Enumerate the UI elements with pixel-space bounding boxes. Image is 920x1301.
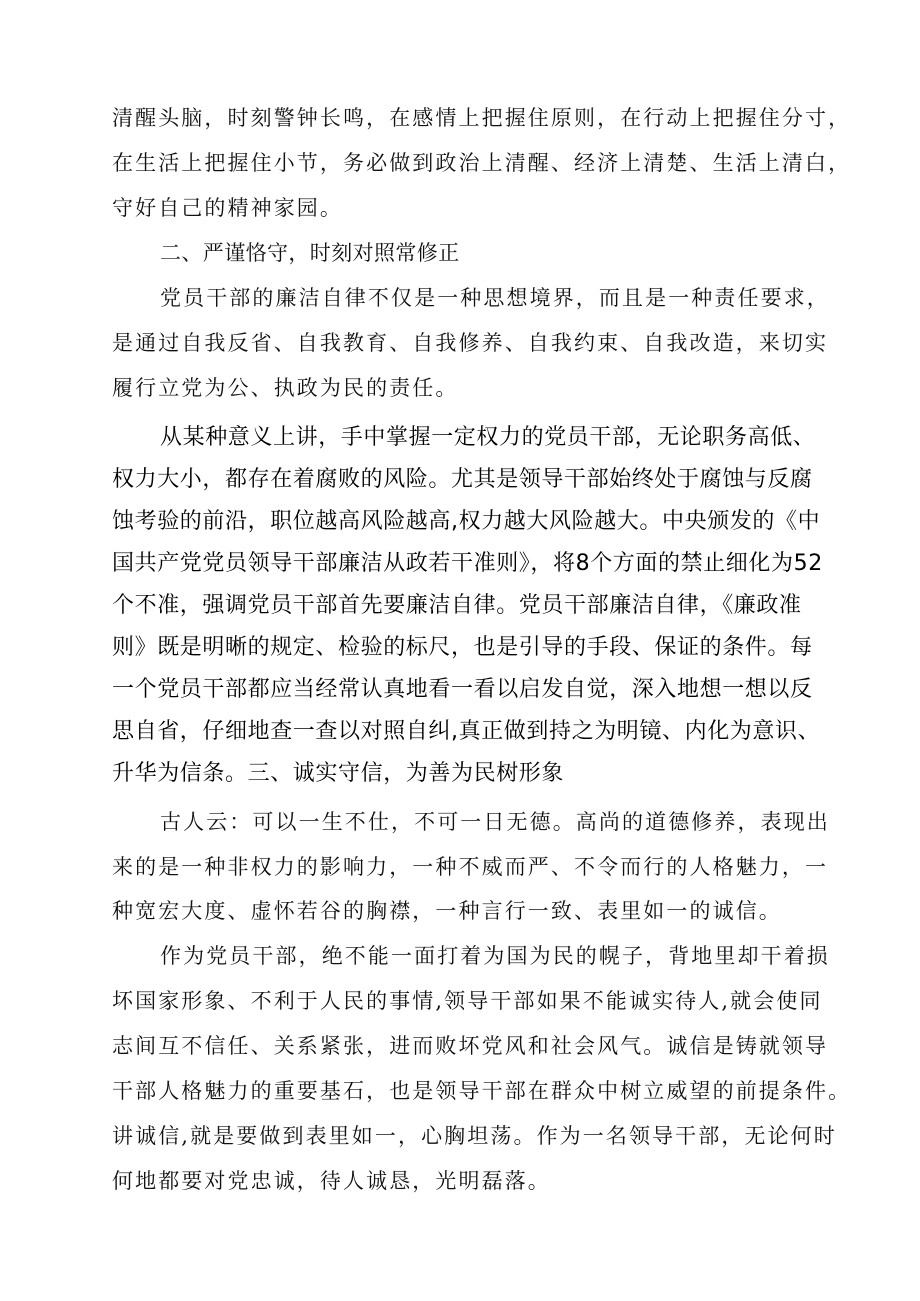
text-line: 是通过自我反省、自我教育、自我修养、自我约束、自我改造，来切实: [112, 331, 829, 355]
text-line: 何地都要对党忠诚，待人诚恳，光明磊落。: [112, 1169, 551, 1193]
text-line: 蚀考验的前沿，职位越高风险越高,权力越大风险越大。中央颁发的《中: [112, 509, 821, 534]
text-line: 古人云：可以一生不仕，不可一日无德。高尚的道德修养，表现出: [160, 810, 830, 834]
text-line: 履行立党为公、执政为民的责任。: [112, 376, 459, 400]
text-line: 则》既是明晰的规定、检验的标尺，也是引导的手段、保证的条件。每: [112, 635, 813, 660]
text-line: 一个党员干部都应当经常认真地看一看以启发自觉，深入地想一想以反: [112, 677, 813, 702]
text-line: 权力大小，都存在着腐败的风险。尤其是领导干部始终处于腐蚀与反腐: [112, 467, 813, 492]
text-line: 党员干部的廉洁自律不仅是一种思想境界，而且是一种责任要求，: [160, 286, 830, 310]
text-line: 守好自己的精神家园。: [112, 196, 343, 220]
text-line: 志间互不信任、关系紧张，进而败坏党风和社会风气。诚信是铸就领导: [112, 1034, 829, 1058]
text-line: 从某种意义上讲，手中掌握一定权力的党员干部，无论职务高低、: [160, 425, 816, 450]
text-line: 个不准，强调党员干部首先要廉洁自律。党员干部廉洁自律，《廉政准: [112, 593, 802, 618]
text-line: 来的是一种非权力的影响力，一种不威而严、不令而行的人格魅力，一: [112, 855, 829, 879]
text-line: 讲诚信,就是要做到表里如一，心胸坦荡。作为一名领导干部，无论何时: [112, 1124, 837, 1148]
text-line: 清醒头脑，时刻警钟长鸣，在感情上把握住原则，在行动上把握住分寸，: [112, 106, 852, 130]
text-line: 在生活上把握住小节，务必做到政治上清醒、经济上清楚、生活上清白，: [112, 151, 852, 175]
text-line: 作为党员干部，绝不能一面打着为国为民的幌子，背地里却干着损: [160, 944, 830, 968]
text-line: 坏国家形象、不利于人民的事情,领导干部如果不能诚实待人,就会使同: [112, 989, 823, 1013]
text-line: 种宽宏大度、虚怀若谷的胸襟，一种言行一致、表里如一的诚信。: [112, 899, 782, 923]
text-line: 干部人格魅力的重要基石，也是领导干部在群众中树立威望的前提条件。: [112, 1079, 852, 1103]
text-line: 升华为信条。三、诚实守信，为善为民树形象: [112, 761, 565, 786]
text-line: 国共产党党员领导干部廉洁从政若干准则》，将8个方面的禁止细化为52: [112, 551, 823, 576]
text-line: 思自省，仔细地查一查以对照自纠,真正做到持之为明镜、内化为意识、: [112, 719, 821, 744]
section-heading: 二、严谨恪守，时刻对照常修正: [160, 241, 460, 265]
